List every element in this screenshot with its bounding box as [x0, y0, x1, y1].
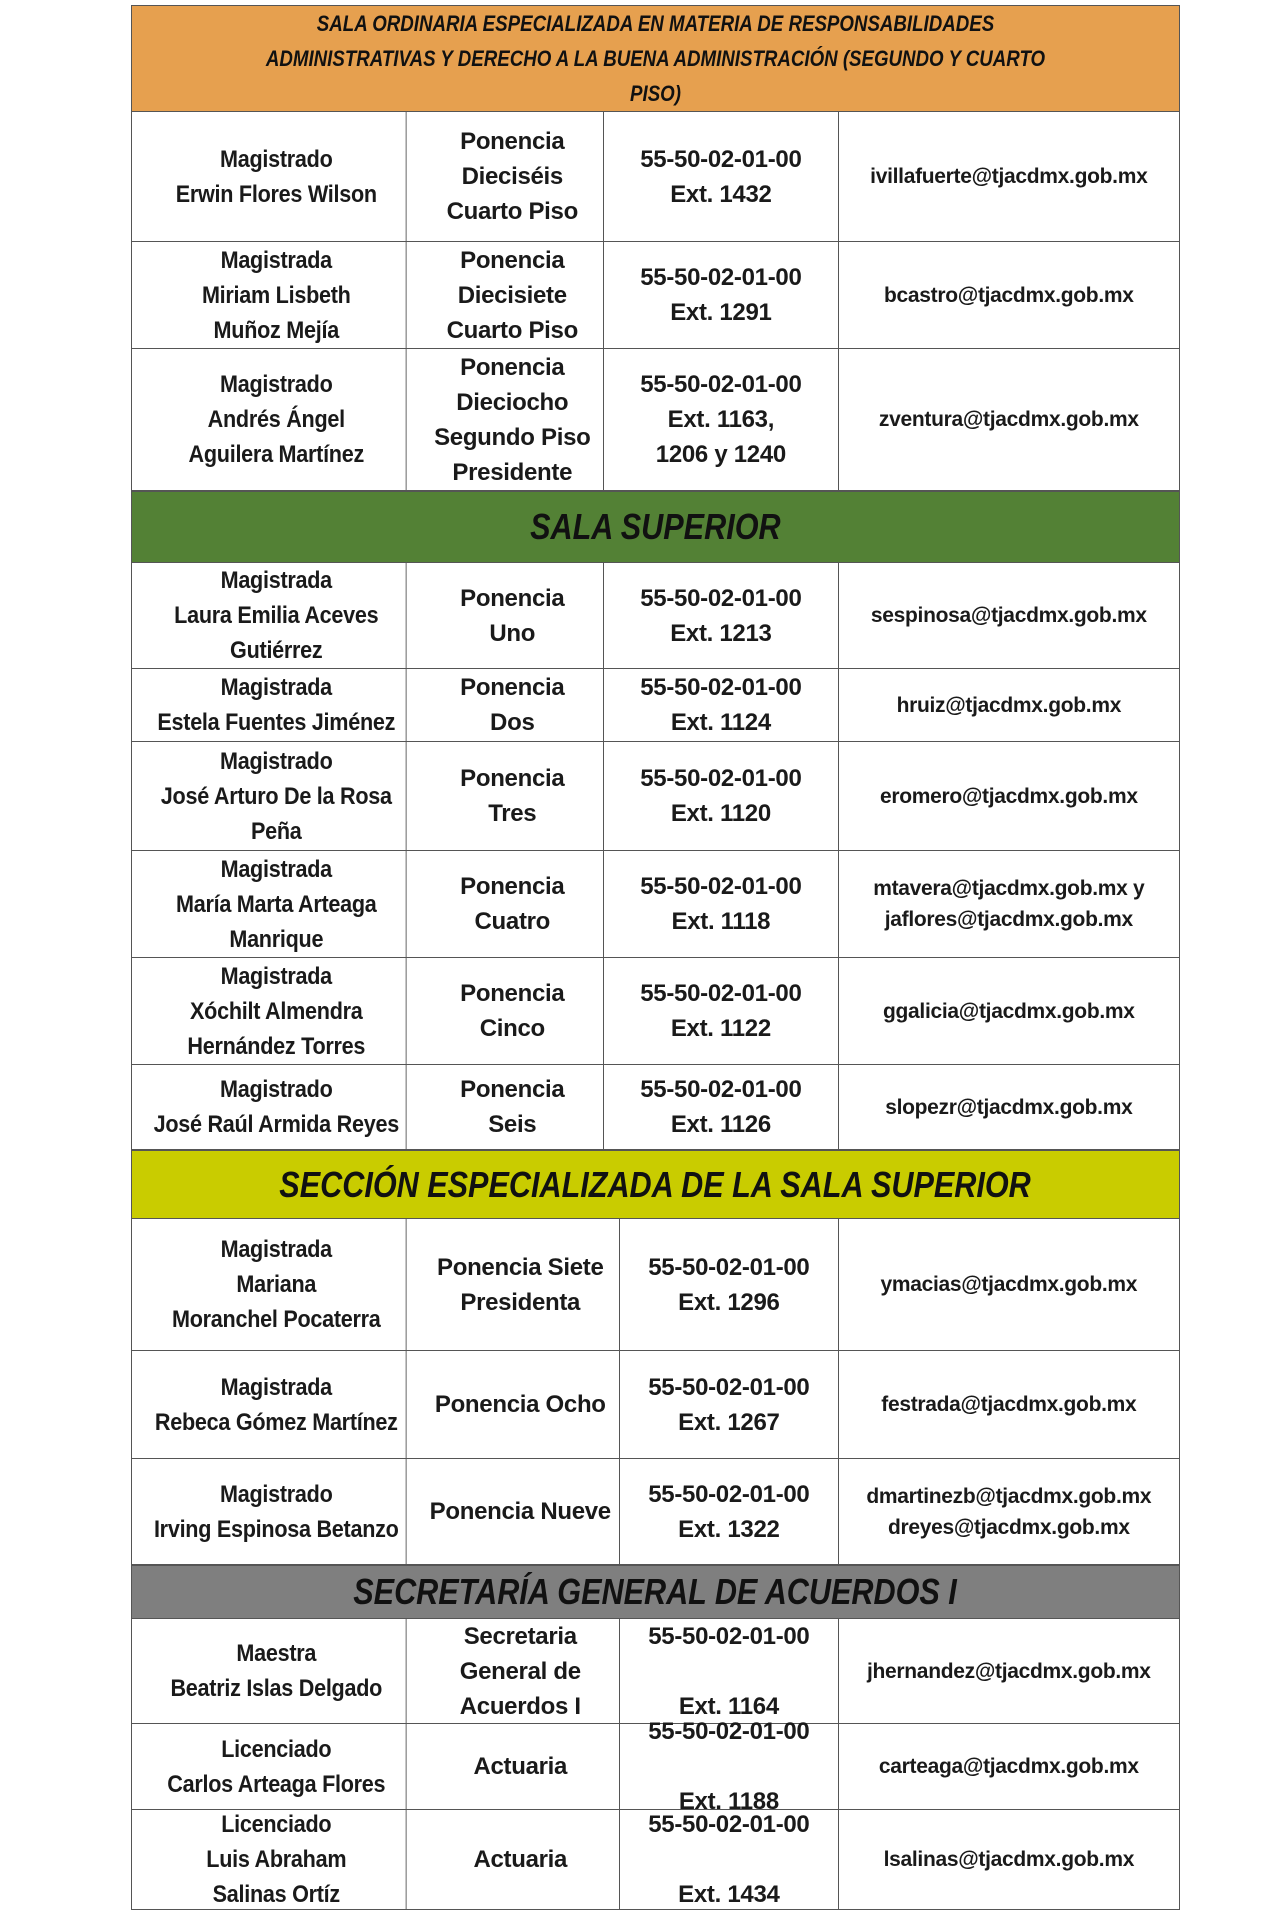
ponencia: Ponencia Siete Presidenta: [421, 1219, 620, 1350]
email[interactable]: mtavera@tjacdmx.gob.mx y jaflores@tjacdmx.gob.mx: [873, 877, 1145, 931]
ponencia: Ponencia Ocho: [421, 1351, 620, 1458]
person-name: Magistrada Laura Emilia Aceves Gutiérrez: [146, 563, 407, 668]
ponencia: Ponencia Cinco: [421, 958, 604, 1064]
table-row: [131, 1459, 1180, 1565]
email[interactable]: festrada@tjacdmx.gob.mx: [881, 1393, 1137, 1416]
phone: 55-50-02-01-00 Ext. 1432: [604, 112, 839, 241]
ponencia: Ponencia Nueve: [421, 1459, 620, 1564]
ponencia: Actuaria: [421, 1724, 620, 1809]
section-title: SECRETARÍA GENERAL DE ACUERDOS I: [353, 1571, 958, 1612]
phone: 55-50-02-01-00 Ext. 1124: [604, 669, 839, 741]
person-name: Magistrado Andrés Ángel Aguilera Martínez: [146, 349, 407, 490]
section-header: [131, 1150, 1180, 1219]
person-name: Magistrada Xóchilt Almendra Hernández Torres: [146, 958, 407, 1064]
email[interactable]: sespinosa@tjacdmx.gob.mx: [870, 604, 1147, 627]
phone: 55-50-02-01-00 Ext. 1163, 1206 y 1240: [604, 349, 839, 490]
email[interactable]: lsalinas@tjacdmx.gob.mx: [883, 1848, 1135, 1871]
table-row: [131, 1718, 1180, 1815]
person-name: Magistrado José Arturo De la Rosa Peña: [146, 742, 407, 850]
phone: 55-50-02-01-00 Ext. 1434: [620, 1810, 839, 1909]
phone: 55-50-02-01-00 Ext. 1126: [604, 1065, 839, 1149]
phone: 55-50-02-01-00 Ext. 1120: [604, 742, 839, 850]
section-title: SALA SUPERIOR: [530, 506, 781, 547]
person-name: Licenciado Luis Abraham Salinas Ortíz: [146, 1810, 407, 1909]
person-name: Magistrado José Raúl Armida Reyes: [146, 1065, 407, 1149]
email[interactable]: bcastro@tjacdmx.gob.mx: [884, 283, 1134, 307]
email[interactable]: carteaga@tjacdmx.gob.mx: [878, 1755, 1139, 1778]
email[interactable]: slopezr@tjacdmx.gob.mx: [885, 1095, 1133, 1119]
phone: 55-50-02-01-00 Ext. 1291: [604, 242, 839, 348]
email[interactable]: hruiz@tjacdmx.gob.mx: [896, 693, 1122, 717]
ponencia: Ponencia Cuatro: [421, 851, 604, 957]
email[interactable]: eromero@tjacdmx.gob.mx: [879, 784, 1138, 808]
ponencia: Secretaria General de Acuerdos I: [421, 1619, 620, 1723]
table-row: [131, 669, 1180, 742]
ponencia: Ponencia Dos: [421, 669, 604, 741]
table-row: [131, 851, 1180, 958]
person-name: Magistrada Rebeca Gómez Martínez: [146, 1351, 407, 1458]
ponencia: Ponencia Tres: [421, 742, 604, 850]
ponencia: Actuaria: [421, 1810, 620, 1909]
table-row: [131, 112, 1180, 242]
phone: 55-50-02-01-00 Ext. 1296: [620, 1219, 839, 1350]
person-name: Magistrada Miriam Lisbeth Muñoz Mejía: [146, 242, 407, 348]
table-row: [131, 1065, 1180, 1150]
table-row: [131, 242, 1180, 349]
email[interactable]: dmartinezb@tjacdmx.gob.mx dreyes@tjacdmx.gob.mx: [866, 1484, 1152, 1539]
table-row: [131, 349, 1180, 491]
table-row: [131, 958, 1180, 1065]
section-header: [131, 5, 1180, 112]
person-name: Magistrado Erwin Flores Wilson: [146, 112, 407, 241]
section-title: SALA ORDINARIA ESPECIALIZADA EN MATERIA DE RESPONSABILIDADES ADMINISTRATIVAS Y DERECHO A LA BUENA ADMINISTRACIÓN (SEGUNDO Y CUARTO PISO): [265, 11, 1046, 106]
person-name: Magistrada Mariana Moranchel Pocaterra: [146, 1219, 407, 1350]
table-row: [131, 1619, 1180, 1724]
email[interactable]: ymacias@tjacdmx.gob.mx: [880, 1273, 1138, 1296]
phone: 55-50-02-01-00 Ext. 1213: [604, 563, 839, 668]
phone: 55-50-02-01-00 Ext. 1188: [620, 1724, 839, 1809]
email[interactable]: zventura@tjacdmx.gob.mx: [878, 408, 1139, 431]
person-name: Magistrada María Marta Arteaga Manrique: [146, 851, 407, 957]
person-name: Magistrada Estela Fuentes Jiménez: [146, 669, 407, 741]
phone: 55-50-02-01-00 Ext. 1267: [620, 1351, 839, 1458]
ponencia: Ponencia Dieciocho Segundo Piso Presidente: [421, 349, 604, 490]
email[interactable]: ivillafuerte@tjacdmx.gob.mx: [870, 165, 1148, 188]
phone: 55-50-02-01-00 Ext. 1164: [620, 1619, 839, 1723]
table-row: [131, 1351, 1180, 1459]
section-header: [131, 1565, 1180, 1619]
phone: 55-50-02-01-00 Ext. 1122: [604, 958, 839, 1064]
table-row: [131, 1219, 1180, 1351]
person-name: Magistrado Irving Espinosa Betanzo: [146, 1459, 407, 1564]
section-title: SECCIÓN ESPECIALIZADA DE LA SALA SUPERIOR: [279, 1163, 1032, 1205]
phone: 55-50-02-01-00 Ext. 1118: [604, 851, 839, 957]
phone: 55-50-02-01-00 Ext. 1322: [620, 1459, 839, 1564]
table-row: [131, 1810, 1180, 1910]
person-name: Maestra Beatriz Islas Delgado: [146, 1619, 407, 1723]
ponencia: Ponencia Diecisiete Cuarto Piso: [421, 242, 604, 348]
ponencia: Ponencia Dieciséis Cuarto Piso: [421, 112, 604, 241]
person-name: Licenciado Carlos Arteaga Flores: [146, 1724, 407, 1809]
ponencia: Ponencia Uno: [421, 563, 604, 668]
table-row: [131, 563, 1180, 669]
section-header: [131, 491, 1180, 563]
ponencia: Ponencia Seis: [421, 1065, 604, 1149]
email[interactable]: ggalicia@tjacdmx.gob.mx: [883, 999, 1135, 1023]
table-row: [131, 742, 1180, 851]
email[interactable]: jhernandez@tjacdmx.gob.mx: [866, 1659, 1151, 1683]
